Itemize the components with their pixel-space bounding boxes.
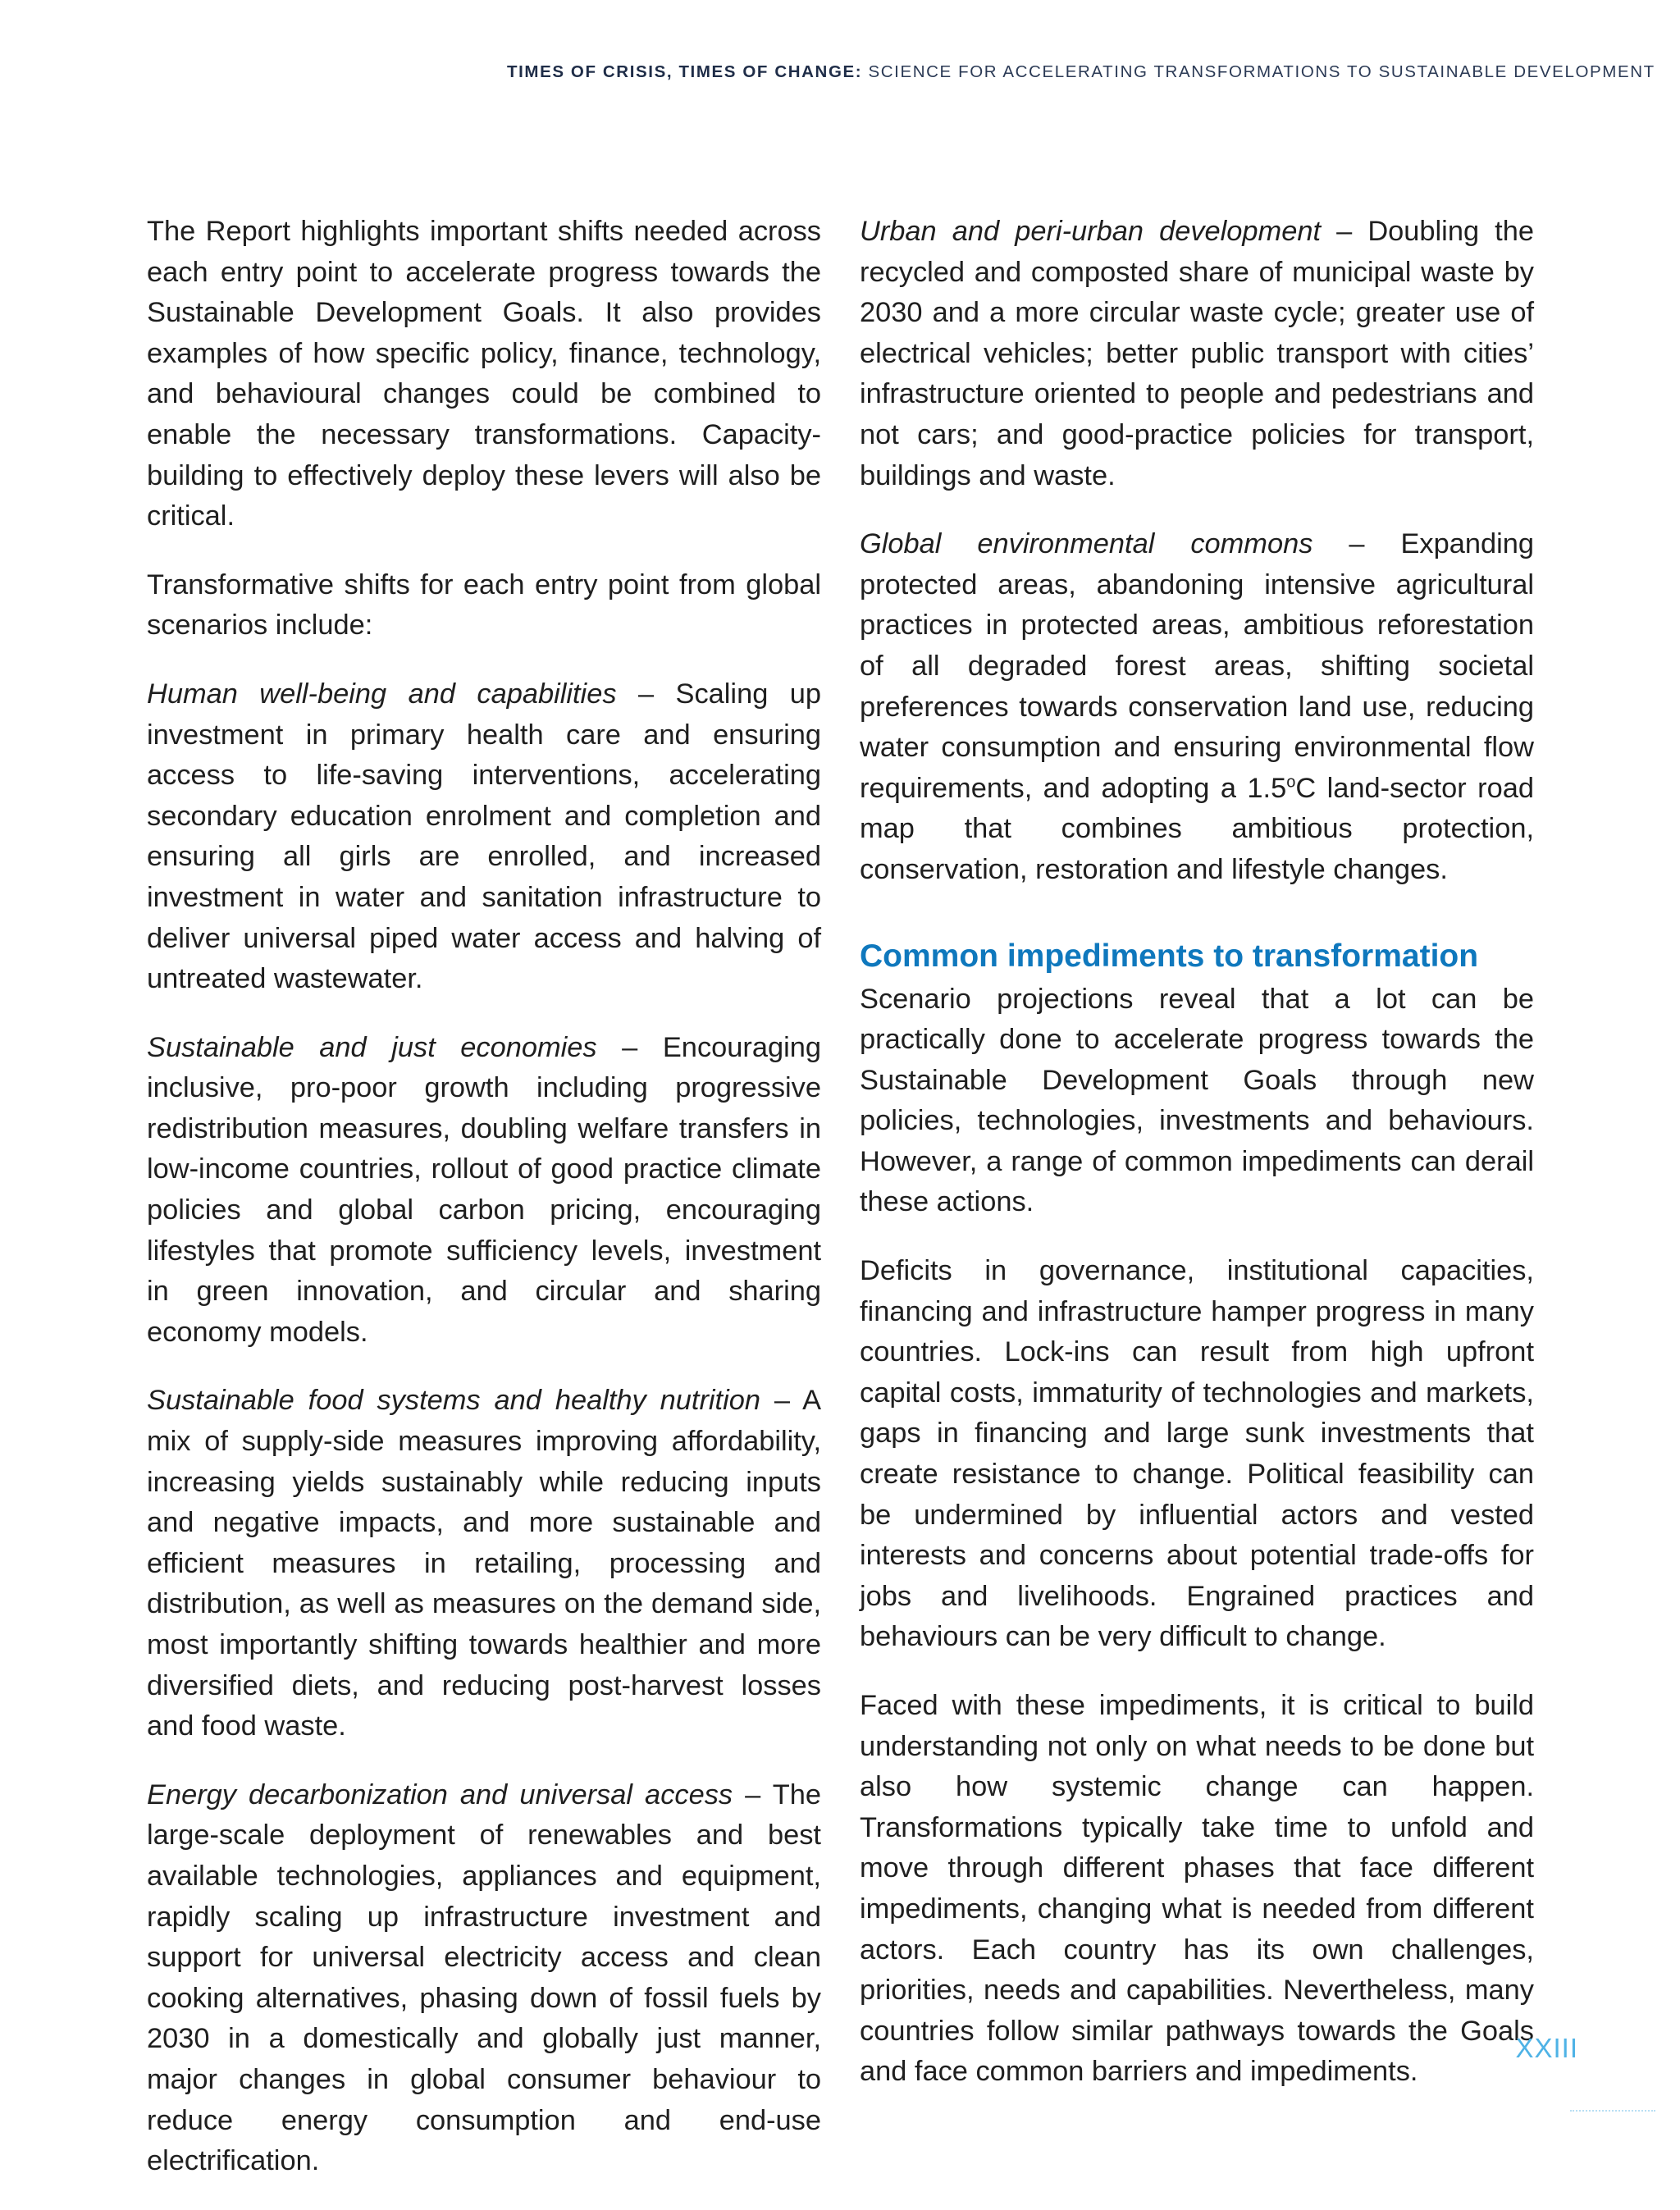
scenario-paragraph: Scenario projections reveal that a lot can be practically done to accelerate progress towards the Sustainable Development Goals through new policies, technologies, investments and behaviours. However, a range of common impediments can derail these actions.	[860, 983, 1534, 1218]
intro-paragraph: The Report highlights important shifts needed across each entry point to accelerate progress towards the Sustainable Development Goals. It also provides examples of how specific policy, finance, technology, and behavioural changes could be combined to enable the necessary transformations. Capacity-building to effectively deploy these levers will also be critical.	[147, 216, 821, 532]
urban-lead: Urban and peri-urban development	[860, 216, 1322, 247]
food-systems-text: – A mix of supply-side measures improving affordability, increasing yields sustainably while reducing inputs and negative impacts, and more sustainable and efficient measures in retailing, processing and distribution, as well as measures on the demand side, most importantly shifting towards healthier and more diversified diets, and reducing post-harvest losses and food waste.	[147, 1385, 822, 1742]
food-systems-paragraph	[147, 1381, 821, 1747]
deficits-paragraph: Deficits in governance, institutional capacities, financing and infrastructure hamper progress in many countries. Lock-ins can result from high upfront capital costs, immaturity of technologies and markets, gaps in financing and large sunk investments that create resistance to change. Political feasibility can be undermined by influential actors and vested interests and concerns about potential trade-offs for jobs and livelihoods. Engrained practices and behaviours can be very difficult to change.	[860, 1255, 1534, 1653]
shifts-intro-paragraph: Transformative shifts for each entry point from global scenarios include:	[147, 568, 821, 642]
human-wellbeing-lead: Human well-being and capabilities	[147, 678, 617, 710]
running-header	[507, 62, 1655, 82]
commons-lead: Global environmental commons	[860, 528, 1313, 560]
human-wellbeing-paragraph	[147, 674, 821, 1000]
economies-text: – Encouraging inclusive, pro-poor growth including progressive redistribution measures, doubling welfare transfers in low-income countries, rollout of good practice climate policies and global carbon pricing, encouraging lifestyles that promote sufficiency levels, investment in green innovation, and circular and sharing economy models.	[147, 1031, 821, 1348]
economies-lead: Sustainable and just economies	[147, 1031, 597, 1063]
degree-superscript: o	[1286, 773, 1296, 792]
section-heading: Common impediments to transformation	[860, 938, 1479, 974]
header-title-rest: SCIENCE FOR ACCELERATING TRANSFORMATIONS TO SUSTAINABLE DEVELOPMENT	[868, 62, 1655, 81]
human-wellbeing-text: – Scaling up investment in primary health care and ensuring access to life-saving interventions, accelerating secondary education enrolment and completion and ensuring all girls are enrolled, and increased investment in water and sanitation infrastructure to deliver universal piped water access and halving of untreated wastewater.	[147, 678, 822, 995]
commons-text-a: – Expanding protected areas, abandoning intensive agricultural practices in protected areas, ambitious reforestation of all degraded forest areas, shifting societal preferences towards conservation land use, reducing water consumption and ensuring environmental flow requirements, and adopting a 1.5	[860, 528, 1534, 804]
urban-paragraph	[860, 212, 1534, 496]
commons-paragraph	[860, 524, 1534, 890]
commons-text-b: C land-sector road map that combines ambitious protection, conservation, restoration and lifestyle changes.	[860, 772, 1534, 885]
header-title-lead: TIMES OF CRISIS, TIMES OF CHANGE:	[507, 62, 863, 81]
impediments-paragraph: Faced with these impediments, it is critical to build understanding not only on what needs to be done but also how systemic change can happen. Transformations typically take time to unfold and move through different phases that face different impediments, changing what is needed from different actors. Each country has its own challenges, priorities, needs and capabilities. Nevertheless, many countries follow similar pathways towards the Goals and face common barriers and impediments.	[860, 1690, 1534, 2088]
page-number-rule	[1570, 2110, 1655, 2112]
food-systems-lead: Sustainable food systems and healthy nutrition	[147, 1385, 760, 1417]
right-column	[860, 212, 1534, 2121]
energy-paragraph	[147, 1775, 821, 2182]
left-column	[147, 212, 821, 2210]
energy-lead: Energy decarbonization and universal access	[147, 1779, 733, 1810]
urban-text: – Doubling the recycled and composted share of municipal waste by 2030 and a more circular waste cycle; greater use of electrical vehicles; better public transport with cities’ infrastructure oriented to people and pedestrians and not cars; and good-practice policies for transport, buildings and waste.	[860, 216, 1534, 491]
page-number: XXIII	[1515, 2033, 1578, 2063]
energy-text: – The large-scale deployment of renewables and best available technologies, appliances and equipment, rapidly scaling up infrastructure investment and support for universal electricity access and clean cooking alternatives, phasing down of fossil fuels by 2030 in a domestically and globally just manner, major changes in global consumer behaviour to reduce energy consumption and end-use electrification.	[147, 1779, 822, 2177]
economies-paragraph	[147, 1028, 821, 1354]
